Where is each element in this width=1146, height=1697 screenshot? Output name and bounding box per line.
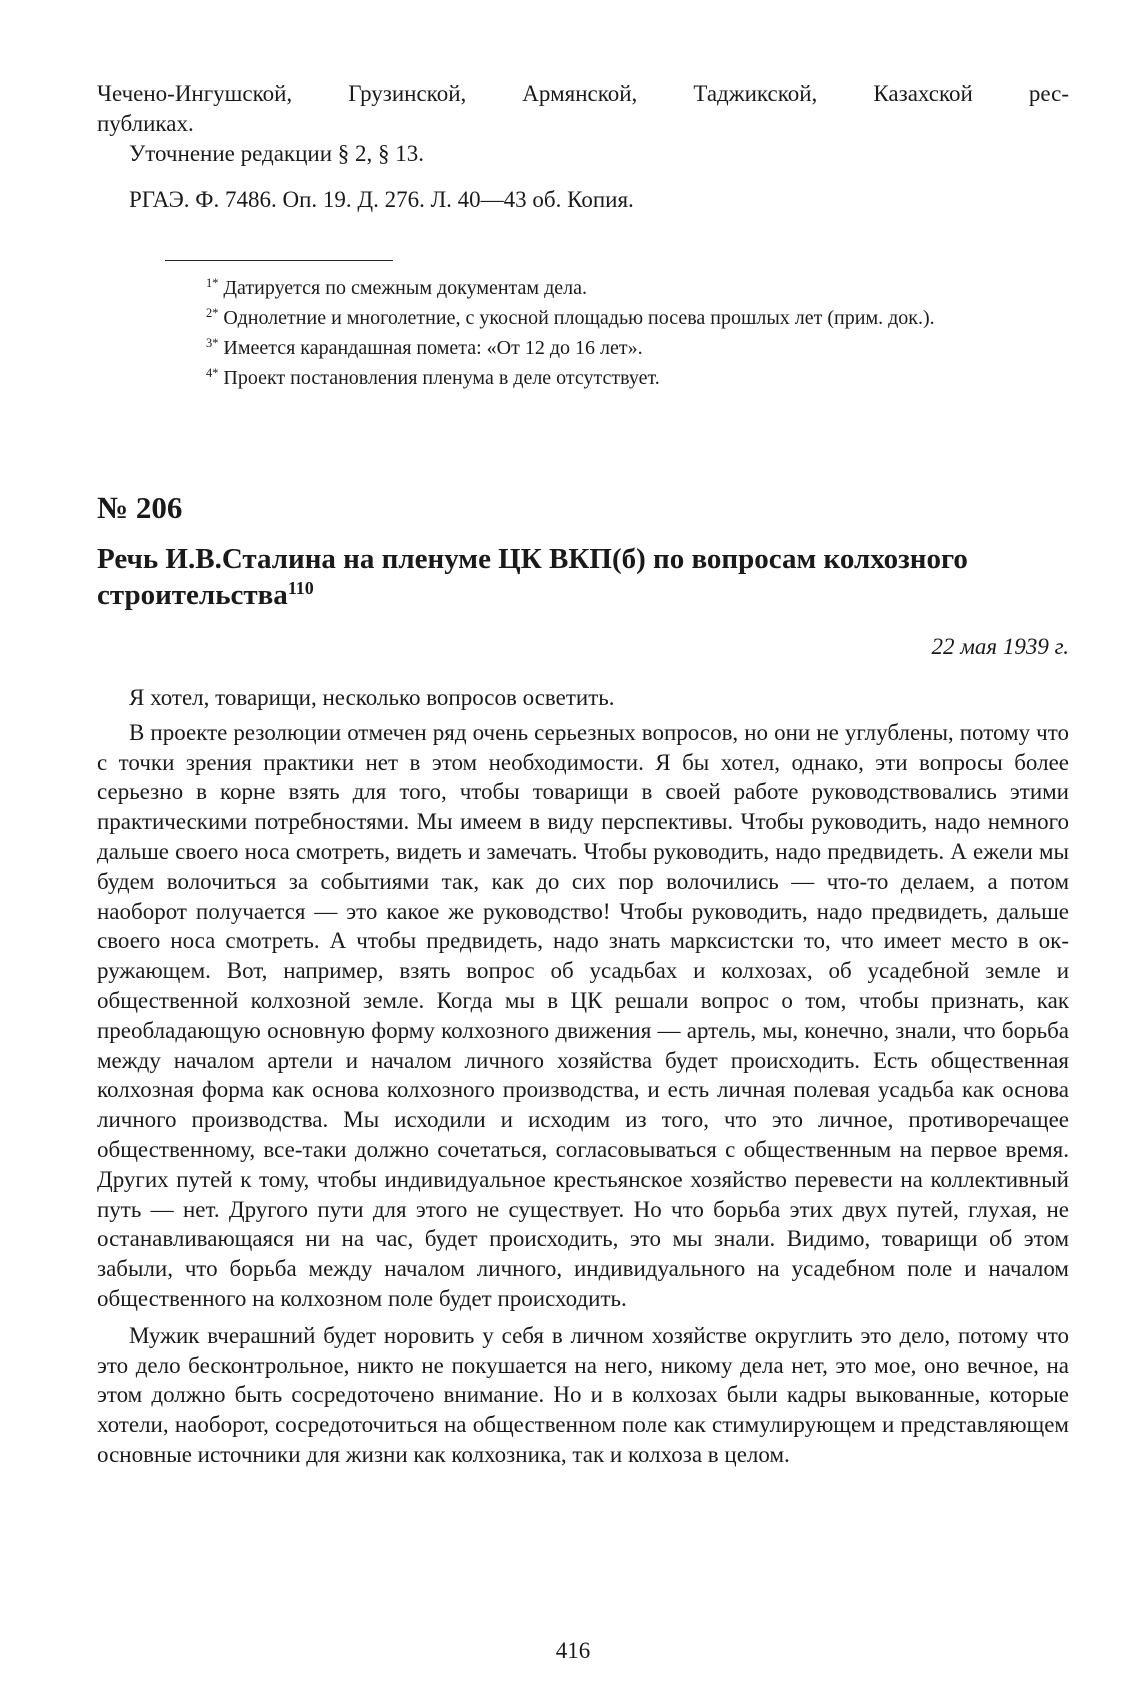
footnote	[165, 365, 1069, 392]
footnote-text: Имеется карандашная помета: «От 12 до 16 лет».	[223, 337, 643, 359]
footnote-mark: 3*	[206, 336, 219, 351]
document-date: 22 мая 1939 г.	[931, 634, 1069, 659]
footnote	[165, 335, 1069, 362]
footnote-separator	[165, 260, 393, 261]
footnote-text: Датируется по смежным документам дела.	[223, 277, 587, 299]
previous-document-tail	[97, 79, 1069, 215]
archive-reference: РГАЭ. Ф. 7486. Оп. 19. Д. 276. Л. 40—43 об. Копия.	[129, 187, 634, 213]
paragraph: Я хотел, товарищи, несколько вопросов осветить.	[129, 685, 615, 710]
footnote-mark: 2*	[206, 306, 219, 321]
paragraph: В проекте резолюции отмечен ряд очень серьезных вопросов, но они не углублены, потому что с точки зрения практики нет в этом необходимости. Я бы хотел, однако, эти вопросы более серьезно в корне взять для того, чтобы товарищи в своей работе руководствовались этими практическими потребностями. Мы имеем в виду перспективы. Чтобы руководить, надо немного дальше своего носа смотреть, видеть и замечать. Чтобы руководить, надо предвидеть. А ежели мы будем волочиться за событиями так, как до сих пор волочились — что-то делаем, а потом наоборот получается — это какое же руководство! Чтобы руководить, надо предвидеть, дальше своего носа смотреть. А чтобы предвидеть, надо знать марксистски то, что имеет место в окружающем. Вот, например, взять вопрос об усадьбах и колхозах, об усадебной земле и общественной колхозной земле. Когда мы в ЦК решали вопрос о том, чтобы признать, как преобладающую основную форму колхозного движения — артель, мы, конечно, знали, что борьба между началом артели и началом личного хозяйства будет происходить. Есть общественная колхозная форма как основа колхозного производства, и есть личная полевая усадьба как основа личного производства. Мы исходили и исходим из того, что это личное, противоречащее общественному, все-таки должно сочетаться, согласовываться с общественным на первое время. Других путей к тому, чтобы индивидуальное крестьянское хозяйство перевести на коллективный путь — нет. Другого пути для этого не существует. Но что борьба этих двух путей, глухая, не останавливающаяся ни на час, будет происходить, это мы знали. Видимо, товарищи об этом забыли, что борьба между началом личного, индивидуального на усадебном поле и началом общественного на колхозном поле будет происходить.	[97, 719, 1069, 1311]
footnote	[165, 275, 1069, 302]
document-title	[97, 541, 1069, 613]
footnote	[165, 305, 1069, 332]
paragraph: Мужик вчерашний будет норовить у себя в личном хозяйстве округлить это дело, потому что это дело бесконтрольное, никто не покушается на него, никому дела нет, это мое, оно вечное, на этом должно быть сосредоточено внимание. Но и в колхозах были кадры выкованные, которые хотели, наоборот, сосредоточиться на общественном поле как стимулирующем и представляющем основные источники для жизни как колхозника, так и колхоза в целом.	[97, 1322, 1069, 1467]
footnote-text: Однолетние и многолетние, с укосной площадью посева прошлых лет (прим. док.).	[223, 307, 935, 329]
continuation-line-end: публиках.	[97, 110, 194, 136]
speech-body	[97, 683, 1069, 1470]
title-note-mark: 110	[287, 578, 314, 599]
continuation-line: Чечено-Ингушской, Грузинской, Армянской, Таджикской, Казахской рес-	[97, 81, 1069, 106]
document-number: № 206	[97, 490, 183, 525]
footnote-mark: 1*	[206, 276, 219, 291]
footnote-text: Проект постановления пленума в деле отсутствует.	[223, 367, 660, 389]
page-number: 416	[555, 1638, 591, 1663]
document-title-text: Речь И.В.Сталина на пленуме ЦК ВКП(б) по вопросам колхозного строительства	[97, 543, 968, 611]
footnotes	[165, 275, 1069, 392]
edit-note: Уточнение редакции § 2, § 13.	[129, 140, 425, 166]
footnote-mark: 4*	[206, 366, 219, 381]
